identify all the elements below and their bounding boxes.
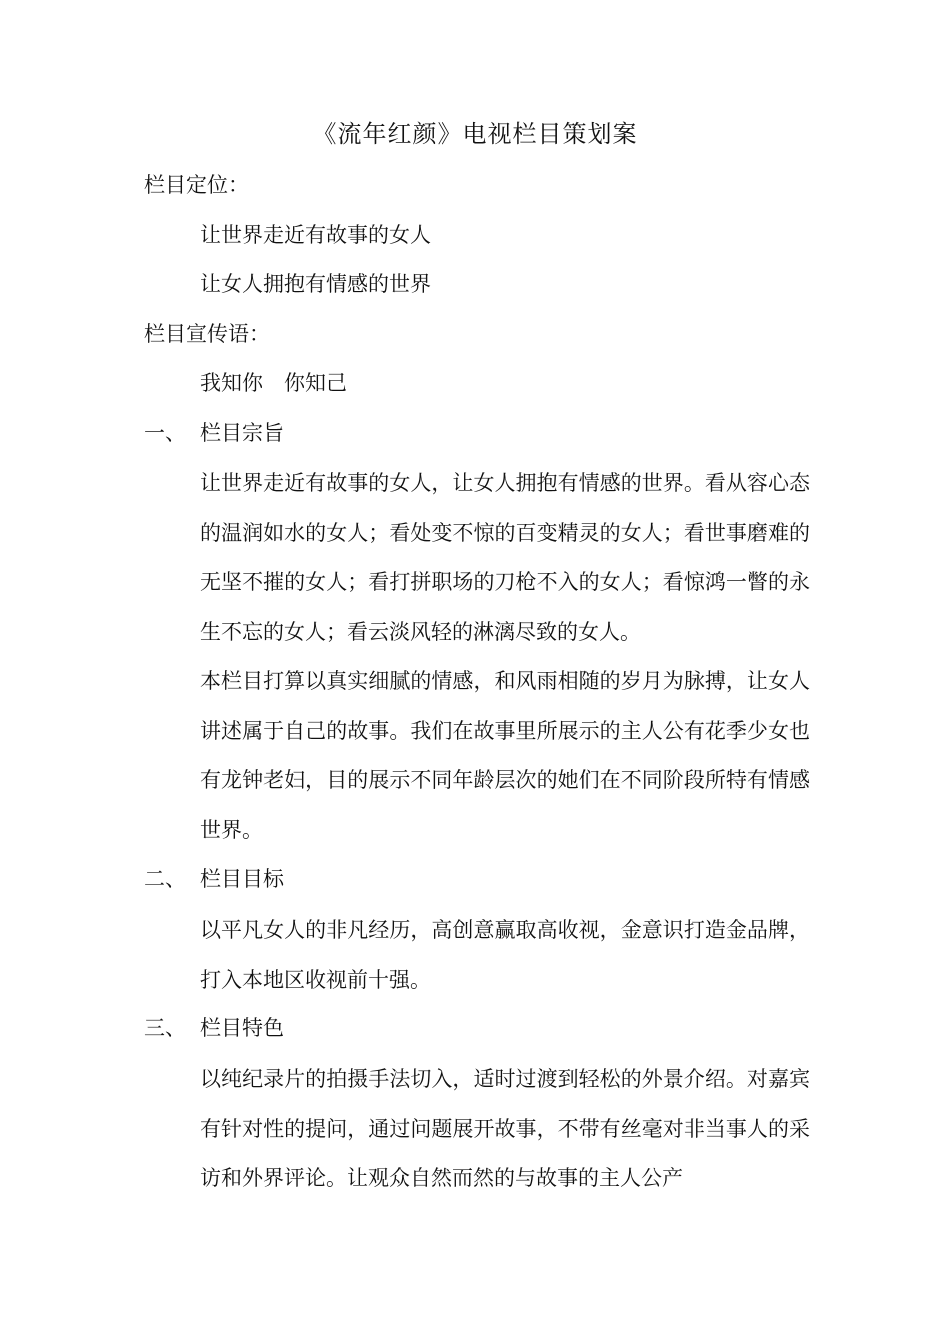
- section-body: [200, 459, 810, 855]
- positioning-line-2: 让女人拥抱有情感的世界: [200, 272, 431, 296]
- paragraph: 以平凡女人的非凡经历，高创意赢取高收视，金意识打造金品牌，打入本地区收视前十强。: [200, 918, 810, 992]
- slogan-text: 我知你 你知己: [200, 371, 347, 395]
- section-title: 栏目特色: [200, 1016, 284, 1040]
- section-body: [200, 1055, 810, 1204]
- section-number: 三、: [144, 1016, 186, 1040]
- section-title: 栏目目标: [200, 867, 284, 891]
- section-number: 一、: [144, 421, 186, 445]
- paragraph: 以纯纪录片的拍摄手法切入，适时过渡到轻松的外景介绍。对嘉宾有针对性的提问，通过问题展开故事，不带有丝毫对非当事人的采访和外界评论。让观众自然而然的与故事的主人公产: [200, 1067, 810, 1190]
- section-body: [200, 906, 810, 1005]
- slogan-label: 栏目宣传语：: [144, 322, 270, 346]
- paragraph: 让世界走近有故事的女人，让女人拥抱有情感的世界。看从容心态的温润如水的女人；看处变不惊的百变精灵的女人；看世事磨难的无坚不摧的女人；看打拼职场的刀枪不入的女人；看惊鸿一瞥的永生不忘的女人；看云淡风轻的淋漓尽致的女人。: [200, 471, 810, 644]
- section-number: 二、: [144, 867, 186, 891]
- document-title: 《流年红颜》电视栏目策划案: [312, 120, 638, 148]
- positioning-line-1: 让世界走近有故事的女人: [200, 223, 431, 247]
- paragraph: 本栏目打算以真实细腻的情感，和风雨相随的岁月为脉搏，让女人讲述属于自己的故事。我们在故事里所展示的主人公有花季少女也有龙钟老妇，目的展示不同年龄层次的她们在不同阶段所特有情感世界。: [200, 669, 810, 842]
- positioning-label: 栏目定位：: [144, 173, 249, 197]
- section-title: 栏目宗旨: [200, 421, 284, 445]
